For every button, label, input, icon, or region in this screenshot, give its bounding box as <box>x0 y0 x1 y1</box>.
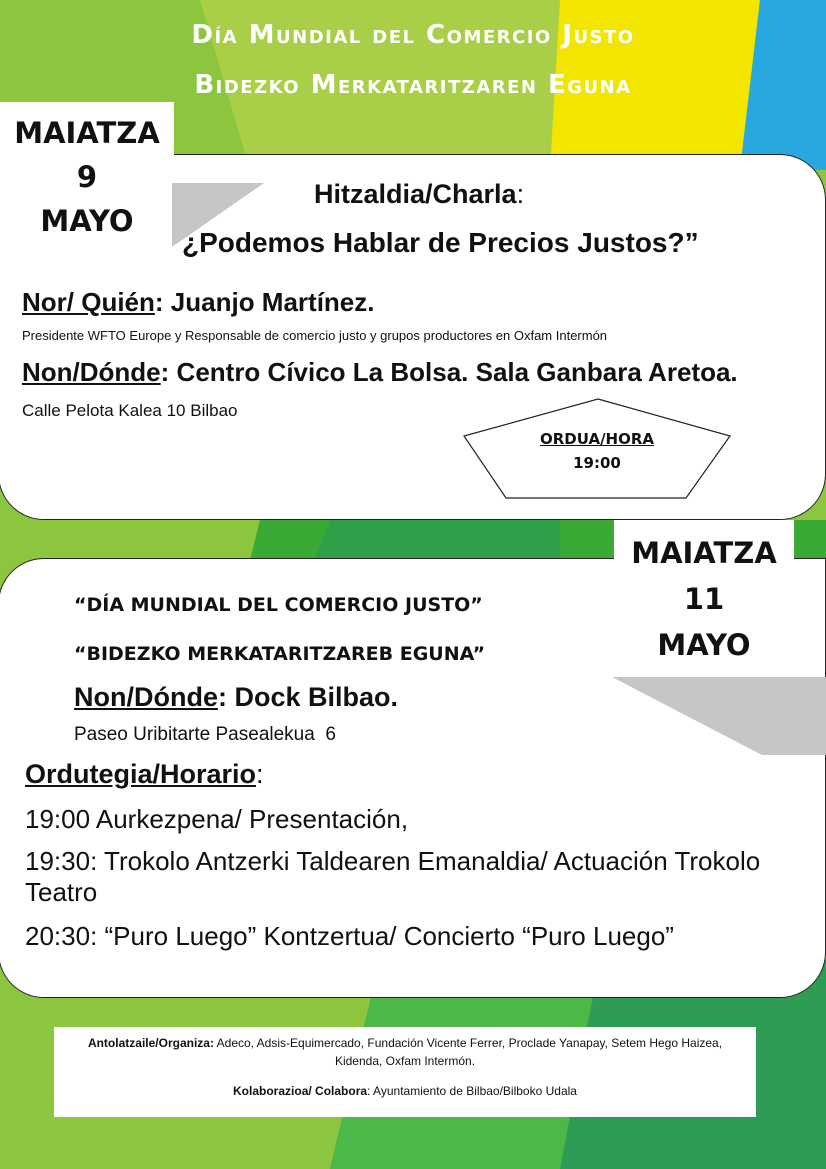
event2-schedule-label: Ordutegia/Horario <box>25 759 257 789</box>
footer-collaborators-value: : Ayuntamiento de Bilbao/Bilboko Udala <box>367 1084 577 1098</box>
event2-title-es: “DÍA MUNDIAL DEL COMERCIO JUSTO” <box>74 594 483 616</box>
event2-where-label: Non/Dónde <box>74 682 218 712</box>
footer-box <box>54 1027 756 1117</box>
event1-who-value: : Juanjo Martínez. <box>154 287 375 317</box>
event1-time <box>462 430 732 472</box>
event1-time-value: 19:00 <box>573 454 621 472</box>
footer-collaborators <box>54 1084 756 1098</box>
event1-address: Calle Pelota Kalea 10 Bilbao <box>22 401 238 420</box>
event2-schedule-separator: : <box>256 759 264 789</box>
event1-type-label: Hitzaldia/Charla <box>314 179 517 209</box>
event1-date-month-es: MAYO <box>40 204 134 238</box>
event1-who-description: Presidente WFTO Europe y Responsable de comercio justo y grupos productores en Oxfam Intermón <box>22 328 608 343</box>
event2-date-day: 11 <box>683 582 725 616</box>
event1-time-label: ORDUA/HORA <box>539 430 655 448</box>
event1-title: ¿Podemos Hablar de Precios Justos?” <box>182 227 699 258</box>
header-title-es: Día Mundial del Comercio Justo <box>191 20 635 50</box>
event2-address: Paseo Uribitarte Pasealekua 6 <box>74 724 336 745</box>
event1-who <box>22 287 374 318</box>
event1-type-separator: : <box>516 179 525 209</box>
event2-where <box>74 682 398 713</box>
event2-schedule-heading <box>25 759 264 790</box>
decorative-wedge <box>612 677 826 757</box>
event2-schedule-item: 19:30: Trokolo Antzerki Taldearen Emanaldia/ Actuación Trokolo Teatro <box>25 846 761 907</box>
event1-where-label: Non/Dónde <box>22 357 161 387</box>
header-title-eu: Bidezko Merkataritzaren Eguna <box>194 70 632 100</box>
event2-schedule-item: 20:30: “Puro Luego” Kontzertua/ Concierto “Puro Luego” <box>25 921 674 951</box>
event2-date-box <box>614 520 794 678</box>
footer-organizers-value: Adeco, Adsis-Equimercado, Fundación Vicente Ferrer, Proclade Yanapay, Setem Hego Haizea, Kidenda, Oxfam Intermón. <box>213 1036 723 1068</box>
event2-schedule-item: 19:00 Aurkezpena/ Presentación, <box>25 804 409 834</box>
event1-type <box>314 179 524 210</box>
event2-date-month-es: MAYO <box>657 628 751 662</box>
event1-where <box>22 357 738 388</box>
event1-date-box <box>0 102 174 247</box>
footer-organizers <box>54 1034 756 1070</box>
event1-date-day: 9 <box>76 160 98 194</box>
event2-date-month-eu: MAIATZA <box>631 536 777 570</box>
event2-where-value: : Dock Bilbao. <box>217 682 399 712</box>
event1-who-label: Nor/ Quién <box>22 287 155 317</box>
footer-organizers-label: Antolatzaile/Organiza: <box>87 1036 214 1050</box>
event1-date-month-eu: MAIATZA <box>14 116 160 150</box>
event2-title-eu: “BIDEZKO MERKATARITZAREB EGUNA” <box>74 643 486 665</box>
footer-collaborators-label: Kolaborazioa/ Colabora <box>233 1084 368 1098</box>
event1-where-value: : Centro Cívico La Bolsa. Sala Ganbara Aretoa. <box>160 357 738 387</box>
